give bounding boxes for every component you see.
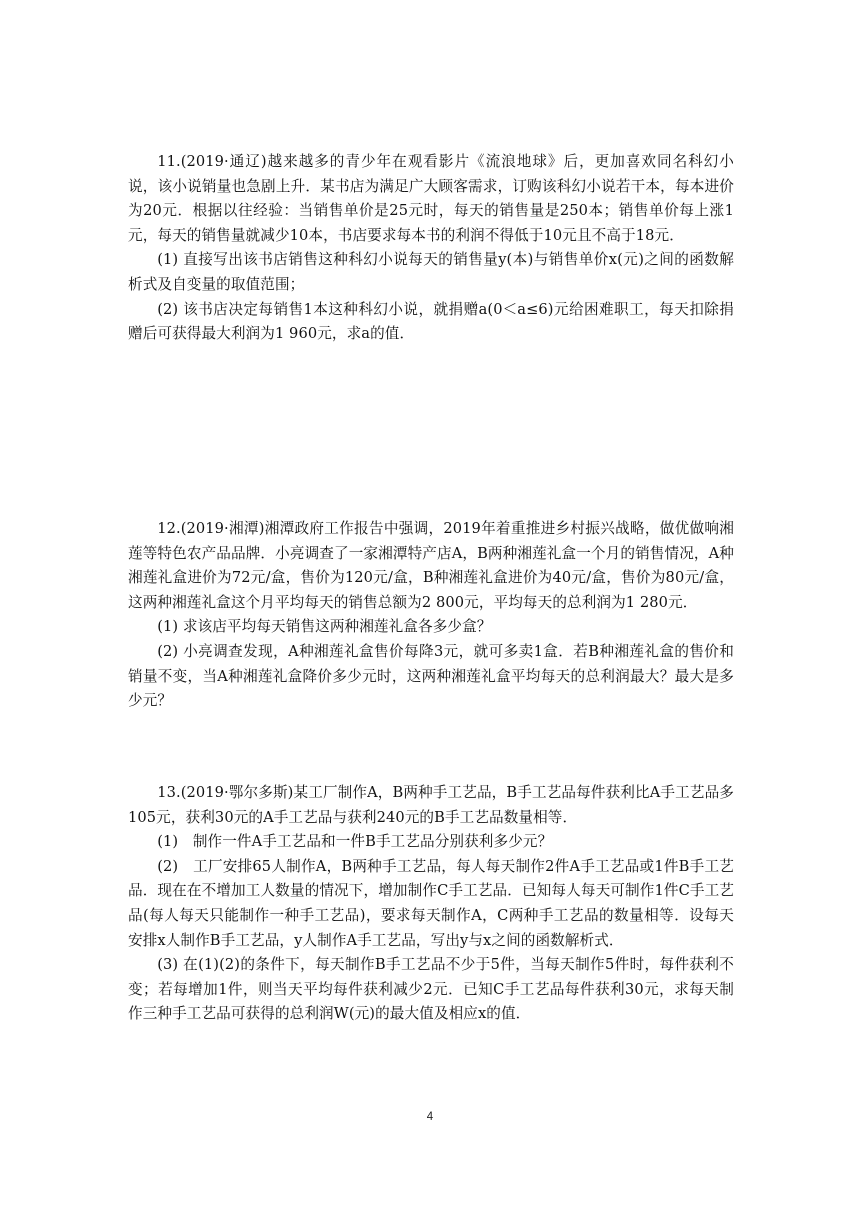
page-number: 4	[426, 1111, 434, 1123]
problem-13	[128, 781, 734, 1027]
problem-stem: 11.(2019·通辽)越来越多的青少年在观看影片《流浪地球》后，更加喜欢同名科幻小说，该小说销量也急剧上升．某书店为满足广大顾客需求，订购该科幻小说若干本，每本进价为20元．根据以往经验：当销售单价是25元时，每天的销售量是250本；销售单价每上涨1元，每天的销售量就减少10本，书店要求每本书的利润不得低于10元且不高于18元．	[128, 153, 734, 244]
problem-stem: 13.(2019·鄂尔多斯)某工厂制作A，B两种手工艺品，B手工艺品每件获利比A手工艺品多105元，获利30元的A手工艺品与获利240元的B手工艺品数量相等．	[128, 784, 734, 826]
problem-part: (2) 工厂安排65人制作A，B两种手工艺品，每人每天制作2件A手工艺品或1件B手工艺品．现在在不增加工人数量的情况下，增加制作C手工艺品．已知每人每天可制作1件C手工艺品(每人每天只能制作一种手工艺品)，要求每天制作A，C两种手工艺品的数量相等．设每天安排x人制作B手工艺品，y人制作A手工艺品，写出y与x之间的函数解析式．	[128, 857, 734, 949]
problem-part: (1) 制作一件A手工艺品和一件B手工艺品分别获利多少元？	[157, 833, 553, 851]
problem-12	[128, 517, 734, 714]
problem-part: (3) 在(1)(2)的条件下，每天制作B手工艺品不少于5件，当每天制作5件时，每件获利不变；若每增加1件，则当天平均每件获利减少2元．已知C手工艺品每件获利30元，求每天制作三种手工艺品可获得的总利润W(元)的最大值及相应x的值．	[128, 956, 734, 1023]
problem-11	[128, 150, 734, 347]
problem-stem: 12.(2019·湘潭)湘潭政府工作报告中强调，2019年着重推进乡村振兴战略，做优做响湘莲等特色农产品品牌．小亮调查了一家湘潭特产店A，B两种湘莲礼盒一个月的销售情况，A种湘莲礼盒进价为72元/盒，售价为120元/盒，B种湘莲礼盒进价为40元/盒，售价为80元/盒，这两种湘莲礼盒这个月平均每天的销售总额为2 800元，平均每天的总利润为1 280元．	[128, 520, 734, 611]
problem-part: (1) 求该店平均每天销售这两种湘莲礼盒各多少盒？	[157, 618, 492, 636]
problem-part: (2) 该书店决定每销售1本这种科幻小说，就捐赠a(0＜a≤6)元给困难职工，每天扣除捐赠后可获得最大利润为1 960元，求a的值．	[128, 300, 734, 343]
problem-part: (1) 直接写出该书店销售这种科幻小说每天的销售量y(本)与销售单价x(元)之间的函数解析式及自变量的取值范围；	[128, 251, 734, 293]
problem-part: (2) 小亮调查发现，A种湘莲礼盒售价每降3元，就可多卖1盒．若B种湘莲礼盒的售价和销量不变，当A种湘莲礼盒降价多少元时，这两种湘莲礼盒平均每天的总利润最大？最大是多少元？	[128, 642, 734, 710]
